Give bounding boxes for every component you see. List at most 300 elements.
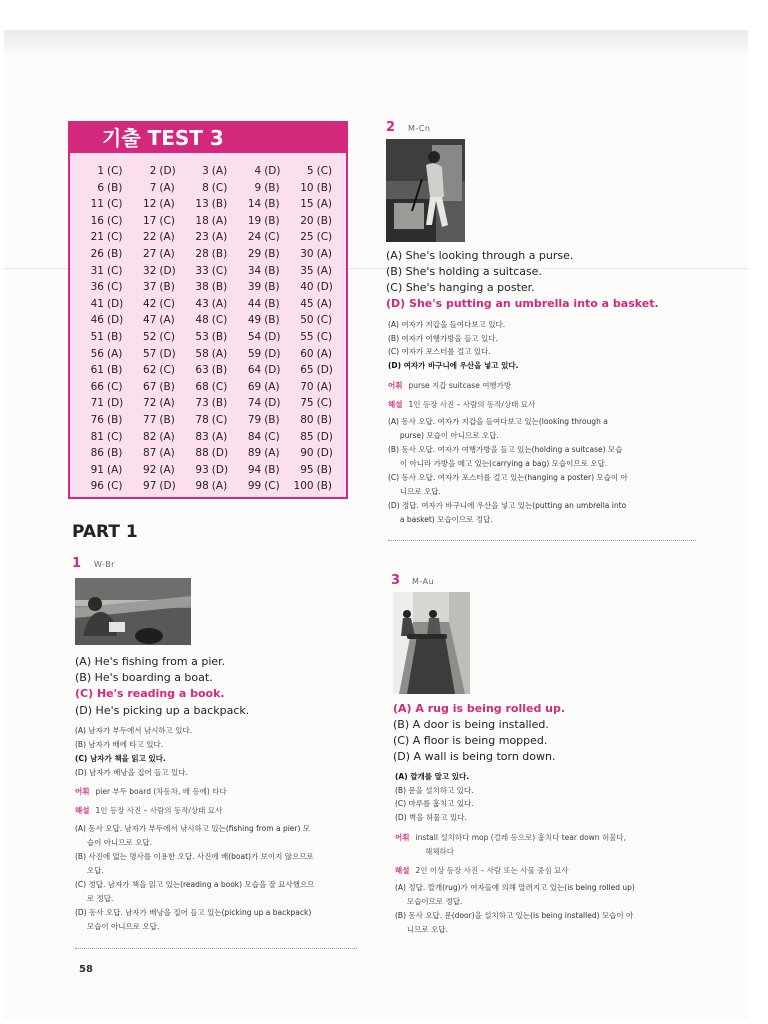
answer-cell — [78, 196, 130, 213]
answer-cell — [183, 379, 235, 396]
answer-cell — [78, 346, 130, 363]
answer-number: 49 — [247, 314, 262, 327]
answer-choice: (A) — [159, 231, 175, 244]
answer-number: 6 — [97, 181, 104, 194]
answer-choice: (B) — [107, 247, 123, 260]
q1-option-d: (D) He's picking up a backpack. — [75, 704, 250, 717]
answer-cell — [288, 462, 340, 479]
q1-option-c-correct: (C) He's reading a book. — [75, 687, 225, 700]
q2-vocab — [388, 379, 511, 392]
answer-choice: (D) — [264, 165, 281, 177]
q2-kor-a: (A) 여자가 지갑을 들여다보고 있다. — [388, 320, 506, 329]
answer-number: 16 — [90, 214, 104, 227]
answer-number: 86 — [90, 447, 104, 460]
answer-cell — [78, 263, 130, 280]
q2-expl-title: 1인 등장 사진 – 사람의 동작/상태 묘사 — [408, 400, 536, 409]
answer-cell — [235, 279, 287, 296]
answer-number: 24 — [247, 231, 262, 244]
q3-option-a-correct: (A) A rug is being rolled up. — [393, 702, 566, 715]
answer-number: 42 — [143, 297, 157, 310]
answer-number: 100 — [293, 480, 314, 493]
answer-cell — [235, 445, 287, 462]
answer-cell — [288, 429, 340, 446]
answer-number: 96 — [90, 480, 104, 493]
answer-cell — [78, 246, 130, 263]
part-title: PART 1 — [72, 522, 138, 542]
answer-number: 80 — [300, 413, 314, 426]
answer-number: 88 — [195, 447, 209, 460]
answer-cell — [130, 180, 182, 197]
q2-option-b: (B) She's holding a suitcase. — [386, 265, 542, 278]
answer-choice: (A) — [159, 463, 175, 476]
q1-expl-line: 로 정답. — [75, 894, 114, 903]
answer-cell — [130, 246, 182, 263]
answer-choice: (D) — [107, 314, 124, 327]
answer-number: 5 — [306, 165, 314, 177]
answer-cell — [130, 478, 182, 495]
answer-number: 81 — [90, 430, 104, 443]
answer-choice: (C) — [211, 380, 228, 393]
answer-number: 69 — [247, 380, 262, 393]
answer-cell — [78, 279, 130, 296]
q2-photo — [386, 139, 465, 242]
answer-cell — [235, 213, 287, 230]
answer-number: 41 — [90, 297, 104, 310]
answer-cell — [235, 362, 287, 379]
answer-number: 22 — [143, 231, 157, 244]
answer-number: 45 — [300, 297, 314, 310]
answer-cell — [78, 429, 130, 446]
answer-number: 9 — [254, 181, 262, 194]
answer-choice: (C) — [107, 264, 123, 277]
answer-cell — [130, 362, 182, 379]
answer-number: 28 — [195, 247, 209, 260]
answer-cell — [78, 312, 130, 329]
q3-vocab — [395, 831, 626, 844]
answer-number: 10 — [300, 181, 314, 194]
q2-divider — [388, 540, 696, 541]
answer-choice: (B) — [264, 281, 280, 294]
answer-choice: (D) — [211, 463, 229, 476]
answer-cell — [78, 163, 130, 180]
q1-expl-line: 습이 아니므로 오답. — [75, 838, 153, 847]
answer-choice: (A) — [159, 430, 175, 443]
answer-cell — [130, 395, 182, 412]
answer-choice: (B) — [211, 198, 228, 211]
answer-cell — [288, 180, 340, 197]
answer-number: 99 — [247, 480, 262, 493]
q1-expl-title: 1인 등장 사진 – 사람의 동작/상태 묘사 — [95, 806, 223, 815]
answer-cell — [183, 279, 235, 296]
answer-number: 7 — [149, 181, 157, 194]
answer-cell — [235, 346, 287, 363]
answer-cell — [78, 329, 130, 346]
answer-number: 73 — [195, 397, 209, 410]
answer-number: 84 — [247, 430, 262, 443]
answer-number: 63 — [195, 364, 209, 377]
answer-cell — [288, 229, 340, 246]
q2-explanation — [388, 415, 688, 527]
answer-number: 77 — [143, 413, 157, 426]
answer-choice: (C) — [264, 231, 280, 244]
answer-choice: (C) — [264, 430, 280, 443]
answer-cell — [235, 180, 287, 197]
answer-cell — [288, 445, 340, 462]
q1-option-a: (A) He's fishing from a pier. — [75, 655, 226, 668]
answer-choice: (B) — [159, 281, 175, 294]
q3-expl-line: (A) 정답. 깔개(rug)가 여자들에 의해 말려지고 있는(is being rolled up) — [395, 883, 635, 892]
answer-cell — [183, 246, 235, 263]
answer-choice: (B) — [316, 181, 332, 194]
answer-cell — [183, 429, 235, 446]
answer-choice: (B) — [264, 247, 280, 260]
answer-choice: (A) — [159, 447, 175, 460]
answer-cell — [288, 362, 340, 379]
answer-number: 56 — [90, 347, 104, 360]
q1-explanation — [75, 822, 375, 934]
q3-option-c: (C) A floor is being mopped. — [393, 734, 548, 747]
answer-number: 44 — [247, 297, 262, 310]
q1-option-b: (B) He's boarding a boat. — [75, 671, 213, 684]
answer-number: 79 — [247, 413, 262, 426]
answer-number: 19 — [247, 214, 262, 227]
q3-number: 3 — [391, 573, 401, 588]
q2-option-d-correct: (D) She's putting an umbrella into a basket. — [386, 297, 659, 310]
answer-choice: (C) — [107, 231, 123, 244]
answer-number: 71 — [90, 397, 104, 410]
answer-cell — [78, 362, 130, 379]
answer-choice: (B) — [107, 447, 123, 460]
answer-number: 67 — [143, 380, 157, 393]
answer-cell — [183, 462, 235, 479]
answer-choice: (A) — [316, 380, 332, 393]
answer-number: 87 — [143, 447, 157, 460]
answer-choice: (B) — [264, 181, 280, 194]
answer-cell — [78, 296, 130, 313]
answer-cell — [183, 213, 235, 230]
answer-number: 61 — [90, 364, 104, 377]
answer-choice: (A) — [211, 347, 228, 360]
answer-cell — [235, 163, 287, 180]
answer-choice: (C) — [316, 165, 333, 177]
answer-number: 1 — [97, 165, 104, 177]
q1-expl-label: 해설 — [75, 806, 90, 815]
answer-cell — [130, 213, 182, 230]
answer-choice: (B) — [264, 198, 280, 211]
answer-choice: (D) — [316, 447, 333, 460]
answer-cell — [78, 213, 130, 230]
answer-cell — [183, 395, 235, 412]
answer-choice: (A) — [211, 214, 228, 227]
answer-number: 21 — [90, 231, 104, 244]
answer-choice: (A) — [316, 347, 332, 360]
answer-cell — [288, 478, 340, 495]
answer-choice: (B) — [316, 463, 332, 476]
answer-choice: (B) — [264, 314, 280, 327]
answer-choice: (B) — [264, 214, 280, 227]
q2-option-a: (A) She's looking through a purse. — [386, 249, 574, 262]
q1-kor-b: (B) 남자가 배에 타고 있다. — [75, 740, 164, 749]
answer-choice: (A) — [316, 264, 332, 277]
answer-cell — [130, 379, 182, 396]
answer-choice: (D) — [264, 397, 281, 410]
q1-expl-line: (C) 정답. 남자가 책을 읽고 있는(reading a book) 모습을 잘 묘사했으므 — [75, 880, 315, 889]
answer-choice: (C) — [159, 330, 175, 343]
q2-expl-line: (A) 동사 오답. 여자가 지갑을 들여다보고 있는(looking through a — [388, 417, 608, 426]
answer-cell — [183, 478, 235, 495]
answer-cell — [235, 379, 287, 396]
answer-number: 60 — [300, 347, 314, 360]
answer-choice: (A) — [159, 247, 175, 260]
answer-choice: (D) — [264, 347, 281, 360]
answer-choice: (B) — [264, 413, 280, 426]
answer-number: 27 — [143, 247, 157, 260]
answer-choice: (A) — [211, 297, 228, 310]
answer-choice: (D) — [159, 165, 176, 177]
q1-expl-head — [75, 804, 222, 817]
answer-choice: (D) — [316, 430, 333, 443]
answer-cell — [235, 296, 287, 313]
q1-expl-line: (B) 사진에 없는 명사를 이용한 오답. 사진에 배(boat)가 보이지 않으므로 — [75, 852, 314, 861]
answer-number: 93 — [195, 463, 209, 476]
q2-number: 2 — [386, 120, 396, 135]
q2-expl-line: a basket) 모습이므로 정답. — [388, 515, 493, 524]
answer-choice: (B) — [264, 463, 280, 476]
answer-number: 25 — [300, 231, 314, 244]
answer-cell — [288, 163, 340, 180]
answer-cell — [183, 229, 235, 246]
q1-vocab — [75, 785, 227, 798]
answer-cell — [130, 163, 182, 180]
answer-number: 75 — [300, 397, 314, 410]
q3-kor-c: (C) 마루를 훔치고 있다. — [395, 799, 474, 808]
answer-cell — [183, 329, 235, 346]
answer-key-title: 기출 TEST 3 — [70, 123, 346, 153]
answer-number: 76 — [90, 413, 104, 426]
answer-cell — [183, 346, 235, 363]
answer-choice: (C) — [159, 297, 175, 310]
answer-cell — [288, 263, 340, 280]
answer-cell — [288, 395, 340, 412]
answer-cell — [130, 445, 182, 462]
answer-number: 4 — [254, 165, 262, 177]
answer-number: 2 — [149, 165, 157, 177]
answer-number: 62 — [143, 364, 157, 377]
answer-cell — [288, 346, 340, 363]
answer-number: 74 — [247, 397, 262, 410]
answer-choice: (B) — [316, 214, 332, 227]
answer-choice: (D) — [159, 264, 176, 277]
q2-expl-line: purse) 모습이 아니므로 오답. — [388, 431, 499, 440]
answer-cell — [130, 429, 182, 446]
answer-choice: (B) — [211, 397, 228, 410]
answer-number: 47 — [143, 314, 157, 327]
answer-choice: (C) — [107, 214, 123, 227]
answer-cell — [130, 229, 182, 246]
answer-cell — [78, 395, 130, 412]
answer-cell — [288, 246, 340, 263]
q1-kor-c: (C) 남자가 책을 읽고 있다. — [75, 754, 166, 763]
answer-cell — [235, 229, 287, 246]
answer-choice: (C) — [316, 330, 333, 343]
answer-choice: (B) — [107, 364, 123, 377]
answer-choice: (A) — [264, 447, 280, 460]
q2-option-c: (C) She's hanging a poster. — [386, 281, 535, 294]
answer-number: 58 — [195, 347, 209, 360]
answer-number: 37 — [143, 281, 157, 294]
answer-number: 29 — [247, 247, 262, 260]
answer-number: 95 — [300, 463, 314, 476]
answer-cell — [183, 180, 235, 197]
answer-choice: (A) — [159, 181, 175, 194]
answer-number: 66 — [90, 380, 104, 393]
answer-cell — [183, 412, 235, 429]
q1-number: 1 — [72, 556, 82, 571]
answer-cell — [78, 379, 130, 396]
answer-number: 40 — [300, 281, 314, 294]
answer-number: 46 — [90, 314, 104, 327]
q3-expl-line: 니므로 오답. — [395, 925, 448, 934]
answer-number: 98 — [195, 480, 209, 493]
answer-choice: (C) — [211, 314, 228, 327]
answer-cell — [235, 312, 287, 329]
q3-explanation — [395, 881, 695, 937]
answer-number: 51 — [90, 330, 104, 343]
q2-expl-line: 이 아니라 가방을 메고 있는(carrying a bag) 모습이므로 오답. — [388, 459, 608, 468]
answer-number: 92 — [143, 463, 157, 476]
answer-choice: (A) — [316, 198, 332, 211]
answer-cell — [130, 279, 182, 296]
q2-kor-c: (C) 여자가 포스터를 걸고 있다. — [388, 347, 491, 356]
answer-cell — [235, 196, 287, 213]
answer-cell — [235, 395, 287, 412]
answer-number: 57 — [143, 347, 157, 360]
answer-number: 97 — [143, 480, 157, 493]
answer-choice: (D) — [107, 297, 124, 310]
q2-expl-head — [388, 398, 535, 411]
answer-choice: (C) — [316, 397, 333, 410]
answer-choice: (B) — [316, 480, 332, 493]
answer-cell — [183, 445, 235, 462]
q3-expl-label: 해설 — [395, 866, 410, 875]
answer-choice: (D) — [159, 480, 176, 493]
answer-number: 12 — [143, 198, 157, 211]
q2-kor-b: (B) 여자가 여행가방을 들고 있다. — [388, 334, 498, 343]
answer-cell — [183, 312, 235, 329]
answer-number: 23 — [195, 231, 209, 244]
answer-number: 59 — [247, 347, 262, 360]
answer-number: 53 — [195, 330, 209, 343]
answer-number: 89 — [247, 447, 262, 460]
q2-vocab-text: purse 지갑 suitcase 여행가방 — [408, 381, 512, 390]
q1-expl-line: (A) 동사 오답. 남자가 부두에서 낚시하고 있는(fishing from a pier) 모 — [75, 824, 311, 833]
answer-choice: (B) — [211, 281, 228, 294]
answer-choice: (D) — [316, 281, 333, 294]
answer-choice: (D) — [264, 330, 281, 343]
q1-divider — [75, 948, 357, 949]
answer-number: 38 — [195, 281, 209, 294]
answer-cell — [130, 296, 182, 313]
answer-choice: (C) — [264, 480, 280, 493]
q1-kor-a: (A) 남자가 부두에서 낚시하고 있다. — [75, 726, 193, 735]
answer-cell — [78, 180, 130, 197]
answer-cell — [235, 429, 287, 446]
answer-cell — [288, 412, 340, 429]
q3-vocab-cont: 해체하다 — [425, 847, 454, 856]
answer-choice: (B) — [316, 413, 332, 426]
answer-choice: (D) — [211, 447, 229, 460]
answer-choice: (A) — [159, 397, 175, 410]
answer-choice: (B) — [211, 364, 228, 377]
q3-expl-head — [395, 864, 569, 877]
q2-speaker: M-Cn — [408, 124, 431, 133]
answer-cell — [78, 229, 130, 246]
answer-choice: (C) — [211, 181, 228, 194]
answer-cell — [288, 379, 340, 396]
answer-cell — [130, 329, 182, 346]
answer-cell — [288, 296, 340, 313]
answer-choice: (C) — [107, 430, 123, 443]
q3-option-b: (B) A door is being installed. — [393, 718, 549, 731]
answer-number: 82 — [143, 430, 157, 443]
answer-number: 35 — [300, 264, 314, 277]
answer-cell — [130, 462, 182, 479]
q1-vocab-text: pier 부두 board (차동차, 배 등에) 타다 — [95, 787, 227, 796]
answer-number: 48 — [195, 314, 209, 327]
answer-choice: (B) — [159, 413, 175, 426]
answer-choice: (C) — [107, 380, 123, 393]
q2-expl-line: 니므로 오답. — [388, 487, 441, 496]
answer-number: 32 — [143, 264, 157, 277]
answer-number: 8 — [202, 181, 209, 194]
answer-number: 36 — [90, 281, 104, 294]
answer-number: 72 — [143, 397, 157, 410]
answer-number: 39 — [247, 281, 262, 294]
answer-number: 17 — [143, 214, 157, 227]
answer-number: 64 — [247, 364, 262, 377]
answer-choice: (C) — [211, 413, 228, 426]
q3-expl-line: 모습이므로 정답. — [395, 897, 463, 906]
answer-choice: (C) — [211, 264, 228, 277]
answer-number: 65 — [300, 364, 314, 377]
answer-choice: (A) — [107, 463, 123, 476]
answer-cell — [130, 312, 182, 329]
answer-choice: (C) — [159, 364, 175, 377]
answer-choice: (B) — [107, 181, 123, 194]
q3-speaker: M-Au — [412, 577, 435, 586]
answer-cell — [235, 329, 287, 346]
answer-number: 34 — [247, 264, 262, 277]
answer-cell — [288, 213, 340, 230]
answer-number: 43 — [195, 297, 209, 310]
q3-kor-d: (D) 벽을 허물고 있다. — [395, 813, 467, 822]
answer-number: 91 — [90, 463, 104, 476]
answer-number: 15 — [300, 198, 314, 211]
answer-cell — [235, 412, 287, 429]
answer-cell — [288, 279, 340, 296]
answer-number: 31 — [90, 264, 104, 277]
answer-number: 3 — [202, 165, 209, 177]
answer-cell — [78, 462, 130, 479]
answer-choice: (A) — [107, 347, 123, 360]
answer-cell — [288, 312, 340, 329]
answer-choice: (B) — [159, 380, 175, 393]
answer-number: 18 — [195, 214, 209, 227]
answer-choice: (B) — [211, 247, 228, 260]
answer-choice: (D) — [316, 364, 333, 377]
answer-choice: (A) — [211, 430, 228, 443]
answer-number: 30 — [300, 247, 314, 260]
